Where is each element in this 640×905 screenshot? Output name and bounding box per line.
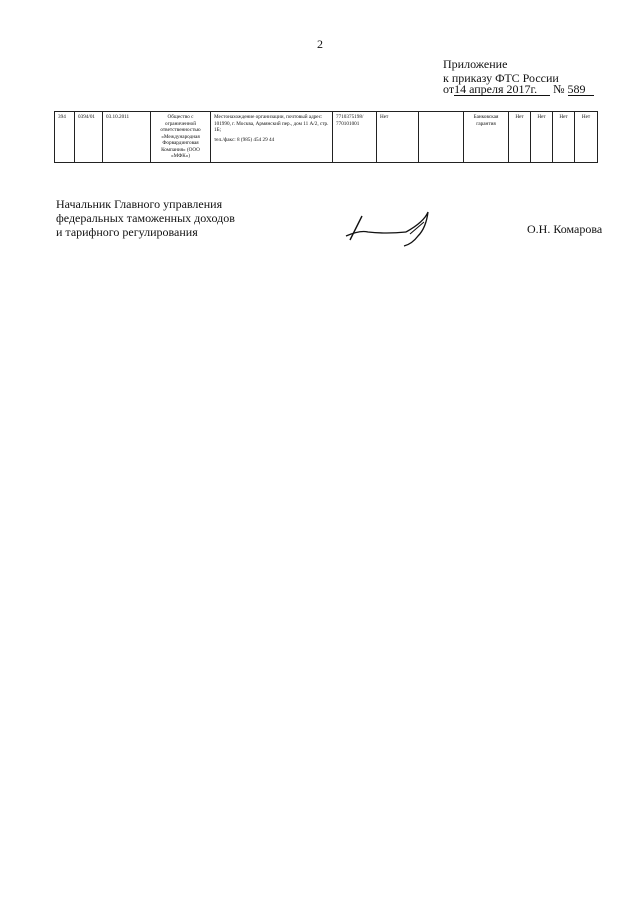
handwritten-signature [340, 204, 440, 248]
organization-name: Общество с ограниченной ответственностью «Международная Форвардинговая Компания» (ООО «МФК») [151, 112, 211, 163]
guarantee-type: Банковская гарантия [464, 112, 509, 163]
signer-name: О.Н. Комарова [527, 222, 603, 236]
signatory-line-3: и тарифного регулирования [56, 225, 198, 239]
registration-date: 03.10.2011 [103, 112, 151, 163]
organization-phone: тел./факс: 8 (985) 454 29 44 [214, 136, 275, 143]
inn-kpp: 7710375198/ 770101001 [333, 112, 377, 163]
cell-col10: Нет [509, 112, 531, 163]
appendix-order-ref: к приказу ФТС России [443, 71, 559, 85]
row-number: 394 [55, 112, 75, 163]
table-row [55, 112, 598, 163]
registry-table [54, 111, 598, 163]
order-prefix: от [443, 82, 455, 96]
cell-col7 [419, 112, 464, 163]
order-line [443, 82, 594, 97]
organization-address: Местонахождение организации, почтовый адрес: 101990, г. Москва, Армянский пер., дом 11 А/2, стр. 1Б; [214, 114, 329, 133]
order-number-sign: № [553, 82, 565, 96]
signatory-line-2: федеральных таможенных доходов [56, 211, 235, 225]
appendix-header [443, 57, 559, 85]
cell-col6: Нет [377, 112, 419, 163]
order-number: 589 [568, 83, 594, 96]
cell-col13: Нет [575, 112, 598, 163]
registration-number: 0394/01 [75, 112, 103, 163]
order-date: 14 апреля 2017г. [454, 83, 550, 96]
appendix-title: Приложение [443, 57, 508, 71]
cell-col11: Нет [531, 112, 553, 163]
page-number: 2 [317, 37, 323, 51]
signatory-line-1: Начальник Главного управления [56, 197, 223, 211]
address-cell [211, 112, 333, 163]
signatory-title [56, 197, 235, 239]
cell-col12: Нет [553, 112, 575, 163]
